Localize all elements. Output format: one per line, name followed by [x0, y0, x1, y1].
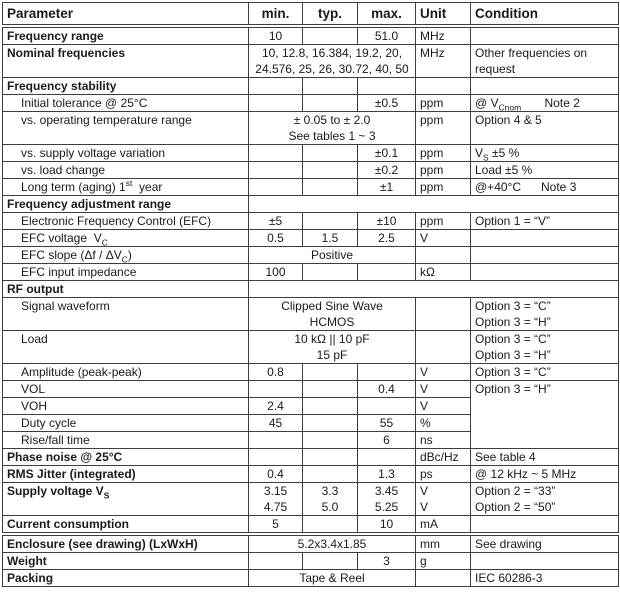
- efc-input-impedance-cell-1: 100: [249, 264, 303, 281]
- voh-cell-4: V: [416, 398, 471, 415]
- packing-row: [3, 570, 619, 587]
- section-frequency-stability-cell-1: [249, 78, 303, 95]
- efc-slope-cell-0: EFC slope $(\Delta f / \Delta V_C)$: [3, 247, 249, 264]
- nominal-frequencies-row: [3, 45, 619, 78]
- vs-operating-temperature-range-cell-0: vs. operating temperature range: [3, 112, 249, 145]
- phase-noise-cell-1: [249, 449, 303, 466]
- efc-input-impedance-cell-2: [303, 264, 358, 281]
- amplitude-cell-5: Option 3 = “C”: [471, 364, 619, 381]
- section-rf-output-cell-1: [249, 281, 619, 298]
- efc-cell-5: Option 1 = “V”: [471, 213, 619, 230]
- vs-operating-temperature-range-cell-2: ppm: [416, 112, 471, 145]
- col-header-condition: Condition: [471, 3, 619, 27]
- vs-load-change-cell-4: ppm: [416, 162, 471, 179]
- col-header-max: max.: [358, 3, 416, 27]
- nominal-frequencies-cell-1: 10, 12.8, 16.384, 19.2, 20, 24.576, 25, 26, 30.72, 40, 50: [249, 45, 416, 78]
- enclosure-cell-3: See drawing: [471, 534, 619, 553]
- efc-cell-4: ppm: [416, 213, 471, 230]
- rms-jitter-row: [3, 466, 619, 483]
- duty-cycle-cell-1: 45: [249, 415, 303, 432]
- packing-cell-1: Tape & Reel: [249, 570, 416, 587]
- vs-operating-temperature-range-row: [3, 112, 619, 145]
- efc-input-impedance-cell-4: kΩ: [416, 264, 471, 281]
- header-row: [3, 3, 619, 27]
- enclosure-row: [3, 534, 619, 553]
- efc-input-impedance-cell-3: [358, 264, 416, 281]
- packing-cell-0: Packing: [3, 570, 249, 587]
- rms-jitter-cell-3: 1.3: [358, 466, 416, 483]
- current-consumption-cell-5: [471, 516, 619, 535]
- vs-operating-temperature-range-cell-1: ± 0.05 to ± 2.0 See tables 1 ~ 3: [249, 112, 416, 145]
- weight-cell-3: 3: [358, 553, 416, 570]
- phase-noise-cell-5: See table 4: [471, 449, 619, 466]
- duty-cycle-cell-4: %: [416, 415, 471, 432]
- amplitude-cell-2: [303, 364, 358, 381]
- section-frequency-stability-cell-4: [416, 78, 471, 95]
- current-consumption-row: [3, 516, 619, 535]
- rise-fall-time-cell-1: [249, 432, 303, 449]
- voh-cell-2: [303, 398, 358, 415]
- vs-load-change-cell-1: [249, 162, 303, 179]
- efc-voltage-cell-1: 0.5: [249, 230, 303, 247]
- efc-input-impedance-row: [3, 264, 619, 281]
- efc-voltage-cell-0: EFC voltage $V_C$: [3, 230, 249, 247]
- load-cell-2: [416, 331, 471, 364]
- long-term-aging-cell-0: Long term (aging) 1st year: [3, 179, 249, 196]
- efc-slope-row: [3, 247, 619, 264]
- vs-supply-voltage-variation-cell-4: ppm: [416, 145, 471, 162]
- rise-fall-time-cell-4: ns: [416, 432, 471, 449]
- efc-cell-2: [303, 213, 358, 230]
- supply-voltage-cell-5: Option 2 = “33” Option 2 = “50”: [471, 483, 619, 516]
- long-term-aging-cell-1: [249, 179, 303, 196]
- supply-voltage-cell-2: 3.3 5.0: [303, 483, 358, 516]
- section-frequency-stability-cell-3: [358, 78, 416, 95]
- frequency-range-cell-2: [303, 26, 358, 45]
- section-frequency-adjustment-range-cell-1: [249, 196, 619, 213]
- efc-input-impedance-cell-5: [471, 264, 619, 281]
- spec-table-body: [3, 26, 619, 587]
- duty-cycle-cell-0: Duty cycle: [3, 415, 249, 432]
- col-header-min: min.: [249, 3, 303, 27]
- frequency-range-cell-1: 10: [249, 26, 303, 45]
- vs-load-change-cell-5: Load ±5 %: [471, 162, 619, 179]
- vs-load-change-cell-3: ±0.2: [358, 162, 416, 179]
- initial-tolerance-cell-0: Initial tolerance @ 25°C: [3, 95, 249, 112]
- section-frequency-stability-cell-2: [303, 78, 358, 95]
- initial-tolerance-row: [3, 95, 619, 112]
- enclosure-cell-0: Enclosure (see drawing) (LxWxH): [3, 534, 249, 553]
- efc-voltage-cell-2: 1.5: [303, 230, 358, 247]
- nominal-frequencies-cell-0: Nominal frequencies: [3, 45, 249, 78]
- phase-noise-cell-3: [358, 449, 416, 466]
- initial-tolerance-cell-4: ppm: [416, 95, 471, 112]
- amplitude-cell-4: V: [416, 364, 471, 381]
- long-term-aging-row: [3, 179, 619, 196]
- section-rf-output-row: [3, 281, 619, 298]
- initial-tolerance-cell-5: @ $V_{Cnom}$ Note 2: [471, 95, 619, 112]
- signal-waveform-cell-3: Option 3 = “C” Option 3 = “H”: [471, 298, 619, 331]
- section-frequency-adjustment-range-cell-0: Frequency adjustment range: [3, 196, 249, 213]
- frequency-range-cell-3: 51.0: [358, 26, 416, 45]
- rise-fall-time-cell-2: [303, 432, 358, 449]
- efc-voltage-cell-4: V: [416, 230, 471, 247]
- phase-noise-cell-2: [303, 449, 358, 466]
- voh-cell-0: VOH: [3, 398, 249, 415]
- phase-noise-cell-4: dBc/Hz: [416, 449, 471, 466]
- efc-voltage-cell-3: 2.5: [358, 230, 416, 247]
- efc-slope-cell-3: [471, 247, 619, 264]
- vs-supply-voltage-variation-cell-0: vs. supply voltage variation: [3, 145, 249, 162]
- col-header-typ: typ.: [303, 3, 358, 27]
- initial-tolerance-cell-1: [249, 95, 303, 112]
- vs-load-change-cell-2: [303, 162, 358, 179]
- supply-voltage-cell-4: V V: [416, 483, 471, 516]
- frequency-range-cell-5: [471, 26, 619, 45]
- amplitude-cell-1: 0.8: [249, 364, 303, 381]
- weight-cell-1: [249, 553, 303, 570]
- col-header-parameter: Parameter: [3, 3, 249, 27]
- supply-voltage-cell-0: Supply voltage $V_S$: [3, 483, 249, 516]
- amplitude-cell-0: Amplitude (peak-peak): [3, 364, 249, 381]
- vol-cell-2: [303, 381, 358, 398]
- packing-cell-2: [416, 570, 471, 587]
- rms-jitter-cell-4: ps: [416, 466, 471, 483]
- vs-supply-voltage-variation-row: [3, 145, 619, 162]
- current-consumption-cell-0: Current consumption: [3, 516, 249, 535]
- rms-jitter-cell-2: [303, 466, 358, 483]
- vs-supply-voltage-variation-cell-5: $V_S \pm 5$ %: [471, 145, 619, 162]
- vol-cell-3: 0.4: [358, 381, 416, 398]
- enclosure-cell-1: 5.2x3.4x1.85: [249, 534, 416, 553]
- rms-jitter-cell-5: @ 12 kHz ~ 5 MHz: [471, 466, 619, 483]
- weight-cell-0: Weight: [3, 553, 249, 570]
- frequency-range-cell-0: Frequency range: [3, 26, 249, 45]
- phase-noise-cell-0: Phase noise @ 25°C: [3, 449, 249, 466]
- long-term-aging-cell-4: ppm: [416, 179, 471, 196]
- current-consumption-cell-4: mA: [416, 516, 471, 535]
- load-cell-1: 10 kΩ || 10 pF 15 pF: [249, 331, 416, 364]
- weight-cell-4: g: [416, 553, 471, 570]
- vs-supply-voltage-variation-cell-3: ±0.1: [358, 145, 416, 162]
- signal-waveform-row: [3, 298, 619, 331]
- efc-cell-1: ±5: [249, 213, 303, 230]
- load-cell-0: Load: [3, 331, 249, 364]
- rms-jitter-cell-0: RMS Jitter (integrated): [3, 466, 249, 483]
- frequency-range-row: [3, 26, 619, 45]
- enclosure-cell-2: mm: [416, 534, 471, 553]
- packing-cell-3: IEC 60286-3: [471, 570, 619, 587]
- section-frequency-adjustment-range-row: [3, 196, 619, 213]
- supply-voltage-row: [3, 483, 619, 516]
- efc-voltage-cell-5: [471, 230, 619, 247]
- load-row: [3, 331, 619, 364]
- efc-cell-3: ±10: [358, 213, 416, 230]
- vs-load-change-row: [3, 162, 619, 179]
- section-rf-output-cell-0: RF output: [3, 281, 249, 298]
- nominal-frequencies-cell-3: Other frequencies on request: [471, 45, 619, 78]
- col-header-unit: Unit: [416, 3, 471, 27]
- section-frequency-stability-cell-5: [471, 78, 619, 95]
- efc-slope-cell-2: [416, 247, 471, 264]
- efc-cell-0: Electronic Frequency Control (EFC): [3, 213, 249, 230]
- supply-voltage-cell-1: 3.15 4.75: [249, 483, 303, 516]
- phase-noise-row: [3, 449, 619, 466]
- duty-cycle-cell-3: 55: [358, 415, 416, 432]
- voh-cell-1: 2.4: [249, 398, 303, 415]
- rise-fall-time-cell-0: Rise/fall time: [3, 432, 249, 449]
- current-consumption-cell-2: [303, 516, 358, 535]
- current-consumption-cell-1: 5: [249, 516, 303, 535]
- section-frequency-stability-row: [3, 78, 619, 95]
- spec-table: [2, 2, 619, 587]
- signal-waveform-cell-2: [416, 298, 471, 331]
- spec-table-header: [3, 3, 619, 27]
- duty-cycle-cell-2: [303, 415, 358, 432]
- amplitude-row: [3, 364, 619, 381]
- supply-voltage-cell-3: 3.45 5.25: [358, 483, 416, 516]
- frequency-range-cell-4: MHz: [416, 26, 471, 45]
- load-cell-3: Option 3 = “C” Option 3 = “H”: [471, 331, 619, 364]
- vs-supply-voltage-variation-cell-2: [303, 145, 358, 162]
- vs-supply-voltage-variation-cell-1: [249, 145, 303, 162]
- efc-voltage-row: [3, 230, 619, 247]
- rise-fall-time-cell-3: 6: [358, 432, 416, 449]
- signal-waveform-cell-0: Signal waveform: [3, 298, 249, 331]
- section-frequency-stability-cell-0: Frequency stability: [3, 78, 249, 95]
- long-term-aging-cell-3: ±1: [358, 179, 416, 196]
- weight-cell-5: [471, 553, 619, 570]
- amplitude-cell-3: [358, 364, 416, 381]
- long-term-aging-cell-5: @+40°C Note 3: [471, 179, 619, 196]
- vol-cell-1: [249, 381, 303, 398]
- nominal-frequencies-cell-2: MHz: [416, 45, 471, 78]
- efc-input-impedance-cell-0: EFC input impedance: [3, 264, 249, 281]
- voh-cell-3: [358, 398, 416, 415]
- efc-slope-cell-1: Positive: [249, 247, 416, 264]
- weight-row: [3, 553, 619, 570]
- vol-cell-0: VOL: [3, 381, 249, 398]
- vol-row: [3, 381, 619, 398]
- vs-load-change-cell-0: vs. load change: [3, 162, 249, 179]
- signal-waveform-cell-1: Clipped Sine Wave HCMOS: [249, 298, 416, 331]
- rms-jitter-cell-1: 0.4: [249, 466, 303, 483]
- vs-operating-temperature-range-cell-3: Option 4 & 5: [471, 112, 619, 145]
- initial-tolerance-cell-3: ±0.5: [358, 95, 416, 112]
- long-term-aging-cell-2: [303, 179, 358, 196]
- current-consumption-cell-3: 10: [358, 516, 416, 535]
- efc-row: [3, 213, 619, 230]
- vol-cell-4: V: [416, 381, 471, 398]
- weight-cell-2: [303, 553, 358, 570]
- vol-cell-5: Option 3 = “H”: [471, 381, 619, 449]
- initial-tolerance-cell-2: [303, 95, 358, 112]
